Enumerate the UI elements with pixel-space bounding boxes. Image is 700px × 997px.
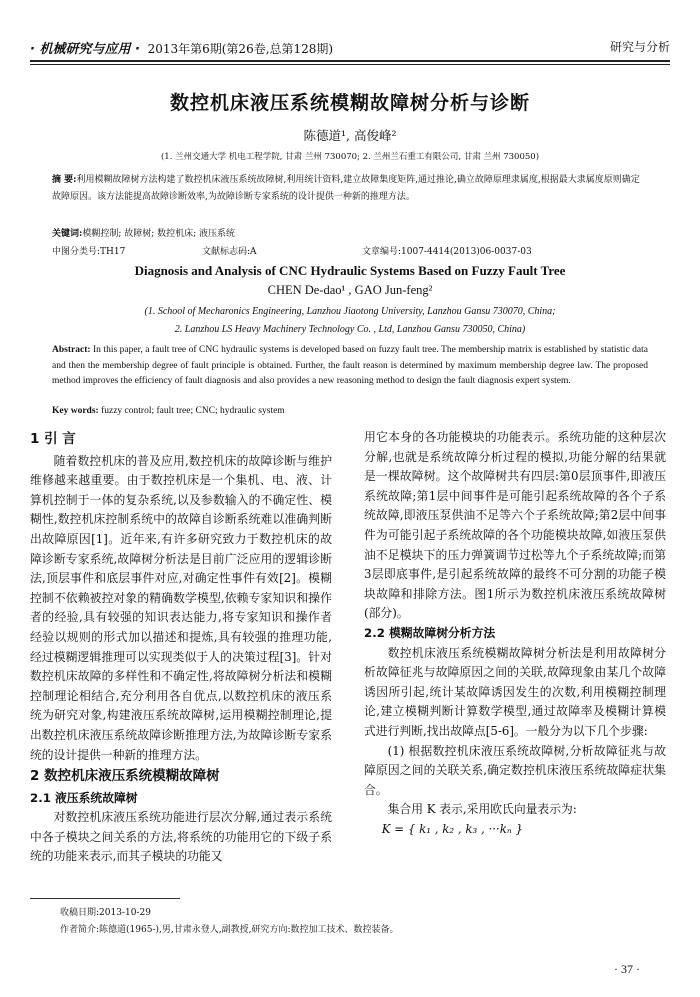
article-number: 文章编号:1007-4414(2013)06-0037-03 xyxy=(362,247,532,257)
abstract-en xyxy=(52,343,648,390)
subsection-2-2-paragraph: 数控机床液压系统模糊故障树分析法是利用故障树分析故障征兆与故障原因之间的关联,故障现象由某几个故障诱因所引起,统计某故障诱因发生的次数,利用模糊控制理论,建立模糊判断计算数学模型,通过故障率及模糊计算模式进行判断,找出故障点[5-6]。一般分为以下几个步骤: xyxy=(364,645,666,738)
running-header xyxy=(30,36,670,56)
document-code: 文献标志码:A xyxy=(202,247,257,257)
abstract-cn xyxy=(52,172,648,205)
section-2-heading: 2 数控机床液压系统模糊故障树 xyxy=(30,768,220,785)
affiliations-en xyxy=(0,303,700,339)
footnote-rule xyxy=(30,898,180,899)
page-number: · 37 · xyxy=(614,962,640,976)
abstract-cn-label: 摘 要: xyxy=(52,175,77,185)
set-definition: 集合用 K 表示,采用欧氏向量表示为: xyxy=(387,802,577,817)
paper-title: 数控机床液压系统模糊故障树分析与诊断 xyxy=(169,92,530,114)
subsection-2-1-paragraph-cont: 用它本身的各功能模块的功能表示。系统功能的这种层次分解,也就是系统故障分析过程的模拟,功能分解的结果就是一棵故障树。这个故障树共有四层:第0层顶事件,即液压系统故障;第1层中间事件是可能引起系统故障的各个子系统故障,即液压泵供油不足等六个子系统故障;第2层中间事件为可能引起子系统故障的各个功能模块故障,如液压泵供油不足模块下的压力弹簧调节过松等九个子系统故障;而第3层即底事件,是引起系统故障的最终不可分割的功能子模块故障和排除方法。图1所示为数控机床液压系统故障树(部分)。 xyxy=(364,430,666,621)
step-1-paragraph: (1) 根据数控机床液压系统故障树,分析故障征兆与故障原因之间的关联关系,确定数控机床液压系统故障症状集合。 xyxy=(364,743,666,797)
keywords-cn xyxy=(52,226,648,239)
subsection-2-2-heading: 2.2 模糊故障树分析方法 xyxy=(364,625,496,640)
abstract-en-text: In this paper, a fault tree of CNC hydraulic systems is developed based on fuzzy fault tree. The membership matrix is established by statistic data and then the membership degree of fault principle is obtained. Further, the fault reason is determined by maximum membership degree law. The proposed method improves the efficiency of fault diagnosis and also provides a new reasoning method to design the fault diagnosis expert system. xyxy=(52,345,648,386)
right-column xyxy=(364,428,666,839)
author-bio: 作者简介:陈德道(1965-),男,甘肃永登人,副教授,研究方向:数控加工技术、数控装备。 xyxy=(60,925,399,935)
keywords-en-text: fuzzy control; fault tree; CNC; hydraulic system xyxy=(98,406,285,416)
keywords-en xyxy=(52,406,648,416)
section-name: 研究与分析 xyxy=(609,40,670,54)
abstract-en-label: Abstract: xyxy=(52,345,91,355)
issue-info: 2013年第6期(第26卷,总第128期) xyxy=(147,42,334,56)
formula-k: K = { k₁ , k₂ , k₃ , ···kₙ } xyxy=(381,821,523,836)
journal-issue xyxy=(30,38,333,57)
affiliation-en-2: 2. Lanzhou LS Heavy Machinery Technology Co. , Ltd, Lanzhou Gansu 730050, China) xyxy=(174,324,526,335)
subsection-2-1-paragraph: 对数控机床液压系统功能进行层次分解,通过表示系统中各子模块之间关系的方法,将系统的功能用它的下级子系统的功能来表示,而其子模块的功能又 xyxy=(30,810,332,864)
journal-name: · 机械研究与应用 · xyxy=(30,42,140,57)
authors-en: CHEN De-dao¹ , GAO Jun-feng² xyxy=(267,283,433,297)
clc-number: 中图分类号:TH17 xyxy=(52,247,126,257)
keywords-en-label: Key words: xyxy=(52,406,99,416)
subsection-2-1-heading: 2.1 液压系统故障树 xyxy=(30,790,138,805)
affiliations: (1. 兰州交通大学 机电工程学院, 甘肃 兰州 730070; 2. 兰州兰石重工有限公司, 甘肃 兰州 730050) xyxy=(160,152,540,162)
keywords-cn-label: 关键词: xyxy=(52,229,83,239)
affiliation-en-1: (1. School of Mecharonics Engineering, Lanzhou Jiaotong University, Lanzhou Gansu 730070, China; xyxy=(144,306,556,317)
keywords-cn-text: 模糊控制; 故障树; 数控机床; 液压系统 xyxy=(82,229,236,239)
section-1-heading: 1 引 言 xyxy=(30,431,76,447)
abstract-cn-text: 利用模糊故障树方法构建了数控机床液压系统故障树,利用统计资料,建立故障集度矩阵,通过推论,确立故障原理隶属度,根据最大隶属度原则确定故障原因。该方法能提高故障诊断效率,为故障诊断专家系统的设计提供一种新的推理方法。 xyxy=(52,175,640,202)
paper-title-en: Diagnosis and Analysis of CNC Hydraulic Systems Based on Fuzzy Fault Tree xyxy=(134,263,566,278)
section-1-paragraph: 随着数控机床的普及应用,数控机床的故障诊断与维护维修越来越重要。由于数控机床是一个集机、电、液、计算机控制于一体的复杂系统,以及参数输入的不确定性、模糊性,数控机床控制系统中的故障自诊断系统难以准确判断出故障原因[1]。近年来,有许多研究致力于数控机床的故障诊断专家系统,故障树分析法是目前广泛应用的逻辑诊断法,顶层事件和底层事件对应,对确定性事件有效[2]。模糊控制不依赖被控对象的精确数学模型,依赖专家知识和操作者的经验,具有较强的知识表达能力,将专家知识和操作者经验以规则的形式加以描述和提炼,具有较强的推理功能,经过模糊逻辑推理可以实现类似于人的决策过程[3]。针对数控机床故障的多样性和不确定性,将故障树分析法和模糊控制理论相结合,充分利用各自优点,以数控机床的液压系统为研究对象,构建液压系统故障树,运用模糊控制理论,提出数控机床液压系统故障诊断推理方法,为故障诊断专家系统的设计提供一种新的推理方法。 xyxy=(30,453,332,762)
header-rule xyxy=(30,60,670,65)
left-column xyxy=(30,428,332,867)
received-date: 收稿日期:2013-10-29 xyxy=(60,908,151,918)
footnote xyxy=(60,905,398,939)
authors: 陈德道¹, 高俊峰² xyxy=(303,128,397,143)
